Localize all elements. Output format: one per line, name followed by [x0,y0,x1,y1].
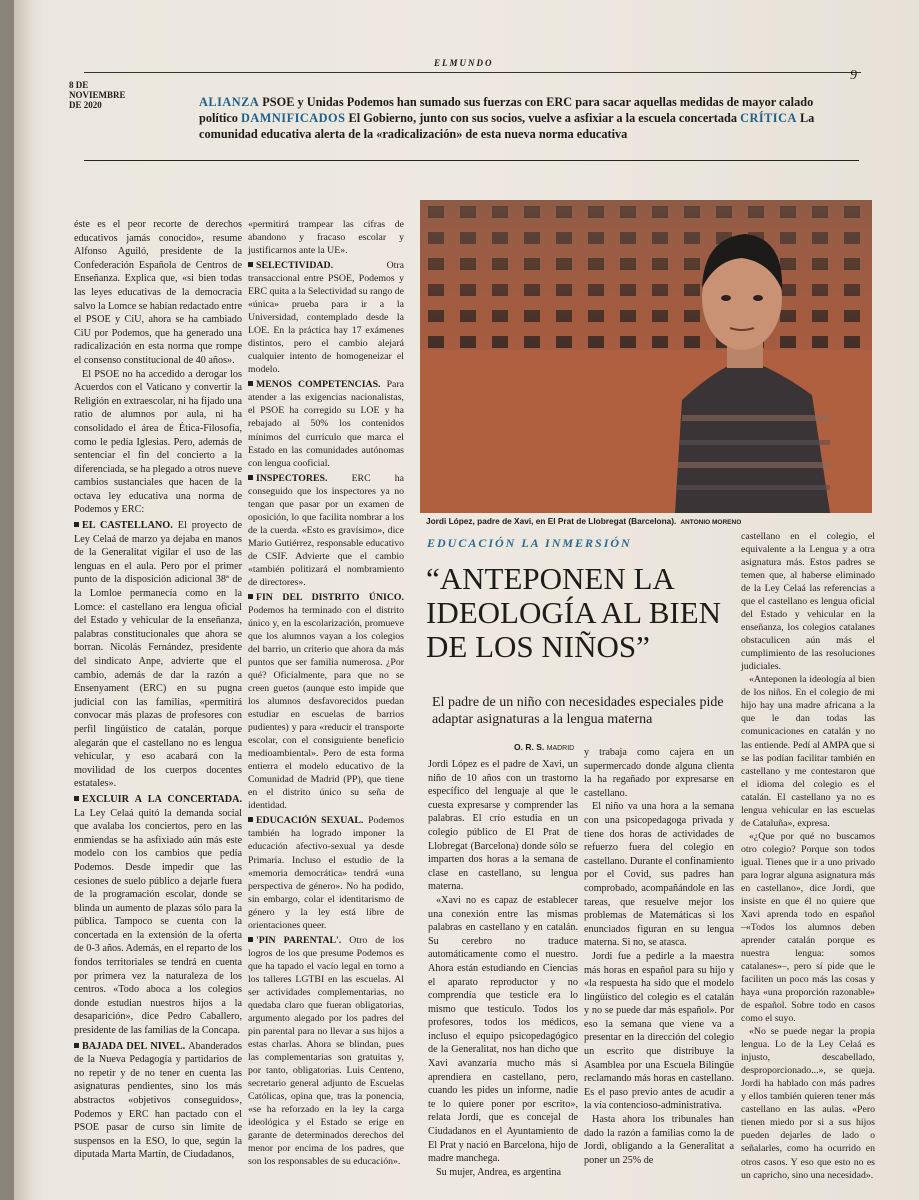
summary-bar [199,94,839,142]
byline: O. R. S. MADRID [514,742,575,752]
header-rule [84,72,861,73]
byline-place: MADRID [546,745,575,752]
masthead: ELMUNDO [434,58,494,68]
summary-text-3: La comunidad educativa alerta de la «radicalización» de esta nueva norma educativa [199,111,815,141]
photo-illustration [420,200,872,513]
article-photo [420,200,872,513]
subheadline: El padre de un niño con necesidades especiales pide adaptar asignaturas a la lengua materna [432,695,724,727]
col1-section-nivel: BAJADA DEL NIVEL. Abanderados de la Nueva Pedagogía y partidarios de no repetir y de no tener en cuenta las asignaturas pendientes, sino los más abstractos «objetivos conseguidos», Podemos y ERC han pactado con el PSOE pasar de curso sin límite de suspensos en la ESO, lo que, según la diputada Marta Martín, de Ciudadanos, [74,1040,242,1161]
summary-text-2: El Gobierno, junto con sus socios, vuelve a asfixiar a la escuela concertada [348,111,737,125]
headline: “ANTEPONEN LA IDEOLOGÍA AL BIEN DE LOS NIÑOS” [426,561,722,664]
date-line-2: NOVIEMBRE [69,90,126,100]
photo-caption [426,516,872,526]
caption-text: Jordi López, padre de Xavi, en El Prat de Llobregat (Barcelona). [426,516,677,526]
column-2 [248,218,404,1168]
bullet-icon [248,817,253,822]
column-4 [584,746,734,1167]
col3-paragraph-1: Jordi López es el padre de Xavi, un niño de 10 años con un trastorno específico del lenguaje al que le cuesta expresarse y comprender las palabras. El crío estudia en un colegio público de El Prat de Llobregat (Barcelona) donde sólo se imparten dos horas a la semana de clase en castellano, su lengua materna. [428,759,578,893]
bullet-icon [74,522,79,527]
bullet-icon [248,937,253,942]
col3-paragraph-2: «Xavi no es capaz de establecer una conexión entre las mismas palabras en castellano y en catalán. Su cerebro no traduce automáticamente como el nuestro. Ahora están estudiando en Ciencias el aparato reproductor y no comprendía que testicle era lo mismo que testículo. Todos los profesores, todos los médicos, incluso el equipo psicopedagógico de la Generalitat, nos han dicho que Xavi avanzaría mucho más si aprendiera en castellano, pero, cuando les pides un informe, nadie te lo quiere poner por escrito», relata Jordi, que es concejal de Ciudadanos en el Ayuntamiento de El Prat y nació en Barcelona, hijo de madre manchega. [428,894,578,1165]
column-3 [428,758,578,1179]
column-1 [74,218,242,1162]
col5-paragraph-2: «Anteponen la ideología al bien de los niños. En el colegio de mi hijo hay una madre africana a la que le dan todas las comunicaciones en catalán y no las entiende. Pedí al AMPA que si se las podían facilitar también en castellano y me contestaron que el idioma del colegio es el catalán. El castellano ya no es lengua vehicular en las escuelas de Cataluña», expresa. [741,674,875,829]
column-5 [741,530,875,1182]
section-kicker: EDUCACIÓN LA INMERSIÓN [427,536,632,550]
col2-section-pin: 'PIN PARENTAL'. Otro de los logros de los que presume Podemos es que ha tapado el vacío legal en torno a los talleres LGTBI en las escuelas. Al ser actividades complementarias, no quedaba claro que fueran obligatorias, argumento alegado por los padres del pin parental para no llevar a sus hijos a estas charlas. Ahora se blindan, pues las complementarias son gratuitas y, por tanto, obligatorias. Luis Centeno, secretario general adjunto de Escuelas Católicas, opina que, tras la ponencia, «se ha reforzado en la ley la carga ideológica y el Estado se erige en garante de determinados derechos del menor por encima de los padres, que son los responsables de su educación». [248,934,404,1168]
page-shadow [14,0,32,1200]
col5-paragraph-1: castellano en el colegio, el equivalente a la Lengua y a otra asignatura más. Estos padres se temen que, al haberse eliminado de la Ley Celaá las referencias a que el castellano es lengua oficial del Estado y vehicular en la enseñanza, los colegios catalanes obstaculicen aún más el cumplimiento de las resoluciones judiciales. [741,531,875,673]
col3-paragraph-3: Su mujer, Andrea, es argentina [436,1166,562,1178]
col1-paragraph-1: éste es el peor recorte de derechos educativos jamás conocido», resume Alfonso Aguiló, presidente de la Confederación Española de Centros de Enseñanza. Explica que, «si bien todas las leyes educativas de la democracia salvo la Lomce se habían redactado entre el PSOE y CiU, ahora se ha cambiado CiU por Podemos, que ha generado una radicalización en esta norma que rompe el consenso constitucional de 40 años». [74,219,243,366]
col4-paragraph-1: y trabaja como cajera en un supermercado donde alguna clienta la ha regañado por expresarse en castellano. [584,747,734,799]
col1-section-castellano: EL CASTELLANO. El proyecto de Ley Celaá de marzo ya dejaba en manos de la Generalitat vigilar el uso de las lenguas en el aula. Pero por el primer punto de la disposición adicional 38ª de la Lomloe permanecía como en la Lomce: el castellano era lengua oficial del Estado y vehicular de la enseñanza, palabras constitucionales que ahora se borran. Nicolás Fernández, presidente del sindicato Anpe, advierte que el cambio, además de dar la razón a Ensenyament (ERC) en su pugna judicial con las familias, «permitirá convocar más plazas de profesores con perfil lingüístico de catalán, porque alegarán que el castellano no es lengua vehicular, y eso acabará con la movilidad de los cuerpos docentes estatales». [74,520,242,790]
col5-paragraph-4: «No se puede negar la propia lengua. Lo de la Ley Celaá es injusto, descabellado, desproporcionado...», se queja. Jordi ha hablado con más padres y ellos también quieren tener más castellano en las aulas. «Pero tienen miedo por si a sus hijos pueden dejarles de lado o señalarles, como ha ocurrido en otros casos. Y eso que esto no es un capricho, sino una necesidad». [741,1026,875,1181]
bullet-icon [248,475,253,480]
summary-key-1: ALIANZA [199,95,260,109]
bullet-icon [74,796,79,801]
page-number: 9 [850,68,857,83]
bullet-icon [248,262,253,267]
summary-rule [84,160,859,161]
summary-text-1: PSOE y Unidas Podemos han sumado sus fuerzas con ERC para sacar aquellas medidas de mayor calado político [199,95,814,125]
col2-section-inspectores: INSPECTORES. ERC ha conseguido que los inspectores ya no tengan que pasar por un examen de oposición, lo que facilita nombrar a los de la cuerda. «Esto es gravísimo», dice Mario Gutiérrez, responsable educativo de CSIF. Advierte que el cambio «también politizará el nombramiento de directores». [248,472,404,588]
photo-credit: ANTONIO MORENO [680,519,742,526]
col2-section-distrito: FIN DEL DISTRITO ÚNICO. Podemos ha terminado con el distrito único y, en la escolarización, promueve que los alumnos vayan a los colegios del barrio, un criterio que ahora da más puntos que ser familia numerosa. ¿Por qué? Oficialmente, para que no se creen guetos (aunque esto impide que los alumnos desfavorecidos puedan estudiar en escuelas de barrios pudientes) y para «reducir el transporte escolar, con el consiguiente beneficio medioambiental». Pero de esta forma entierra el modelo educativo de la Comunidad de Madrid (PP), que tiene en el distrito único su seña de identidad. [248,591,404,812]
col5-paragraph-3: «¿Que por qué no buscamos otro colegio? Porque son todos igual. Tienes que ir a uno privado para lograr alguna asignatura más en castellano», dice Jordi, que insiste en que él no quiere que Xavi aprenda todo en español –«Todos los alumnos deben aprender catalán porque es nuestra lengua: somos catalanes»–, pero sí pide que le faciliten un poco más las cosas y haya «una proporción razonable» de español. Sobre todo en casos como el suyo. [741,830,875,1025]
col4-paragraph-2: El niño va una hora a la semana con una psicopedagoga privada y tiene dos horas de actividades de refuerzo fuera del colegio en castellano. Durante el confinamiento por el Covid, sus padres han comprobado, acompañándole en las tareas, que resuelve mejor los problemas de Matemáticas si los enunciados figuran en su lengua materna. Si no, se atasca. [584,801,734,949]
date [69,80,159,110]
col2-section-competencias: MENOS COMPETENCIAS. Para atender a las exigencias nacionalistas, el PSOE ha corregido su LOE y ha rebajado al 50% los contenidos mínimos del currículo que marca el Estado en las comunidades autónomas con lengua cooficial. [248,379,404,469]
col1-paragraph-2: El PSOE no ha accedido a derogar los Acuerdos con el Vaticano y convertir la Religión en extraescolar, ni ha fijado una ratio de alumnos por aula, ni ha consolidado el área de Ética-Filosofía, como le pedía Iglesias. Pero, además de sentenciar el fin del concierto a la diferenciada, se ha plegado a otros nueve cambios sustanciales que hacen de la octava ley educativa una norma de Podemos y ERC: [74,368,242,516]
bullet-icon [248,594,253,599]
summary-key-3: CRÍTICA [740,111,797,125]
bullet-icon [74,1043,79,1048]
date-line-3: DE 2020 [69,100,102,110]
date-line-1: 8 DE [69,80,89,90]
col4-paragraph-3: Jordi fue a pedirle a la maestra más horas en español para su hijo y «la respuesta ha sido que el modelo lingüístico del colegio es el catalán y no se puede dar más español». Por eso la semana que viene va a presentar en la dirección del colegio un escrito que distribuye la Asamblea por una Escuela Bilingüe reclamando más horas en castellano. Es el paso previo antes de acudir a la vía contencioso-administrativa. [584,950,734,1112]
summary-key-2: DAMNIFICADOS [241,111,346,125]
col2-paragraph-1: «permitirá trampear las cifras de abandono y fracaso escolar y justificarnos ante la UE». [248,219,404,257]
col2-section-selectividad: SELECTIVIDAD. Otra transaccional entre PSOE, Podemos y ERC quita a la Selectividad su rango de «única» prueba para ir a la Universidad, contemplado desde la LOE. En la práctica hay 17 exámenes distintos, pero el cambio alejará cualquier intento de homogeneizar el modelo. [248,260,404,376]
newspaper-page [14,0,919,1200]
col2-section-sexual: EDUCACIÓN SEXUAL. Podemos también ha logrado imponer la educación afectivo-sexual ya desde Primaria. Incluso el estudio de la «memoria democrática» tendrá «una perspectiva de género». No ha podido, sin embargo, colar el identitarismo de género y la ley está libre de orientaciones queer. [248,815,405,931]
bullet-icon [248,381,253,386]
col1-section-concertada: EXCLUIR A LA CONCERTADA. La Ley Celaá quitó la demanda social que avalaba los conciertos, pero en las enmiendas se ha asfixiado aún más este modelo con los cambios que pedía Podemos. Desde impedir que las cesiones de suelo público a dejarle fuera de la programación escolar, donde se blinda un aumento de plazas sólo para la pública. Tampoco se cuenta con la concertada en la extensión de la oferta de 0-3 años. Además, en el reparto de los fondos territoriales se tendrá en cuenta por primera vez la naturaleza de los centros. «Todo aboca a los colegios donde estudian nuestros hijos a la desaparición», dice Pedro Caballero, presidente de las familias de la Concapa. [74,793,242,1037]
col4-paragraph-4: Hasta ahora los tribunales han dado la razón a familias como la de Jordi, obligando a la Generalitat a poner un 25% de [584,1114,734,1166]
